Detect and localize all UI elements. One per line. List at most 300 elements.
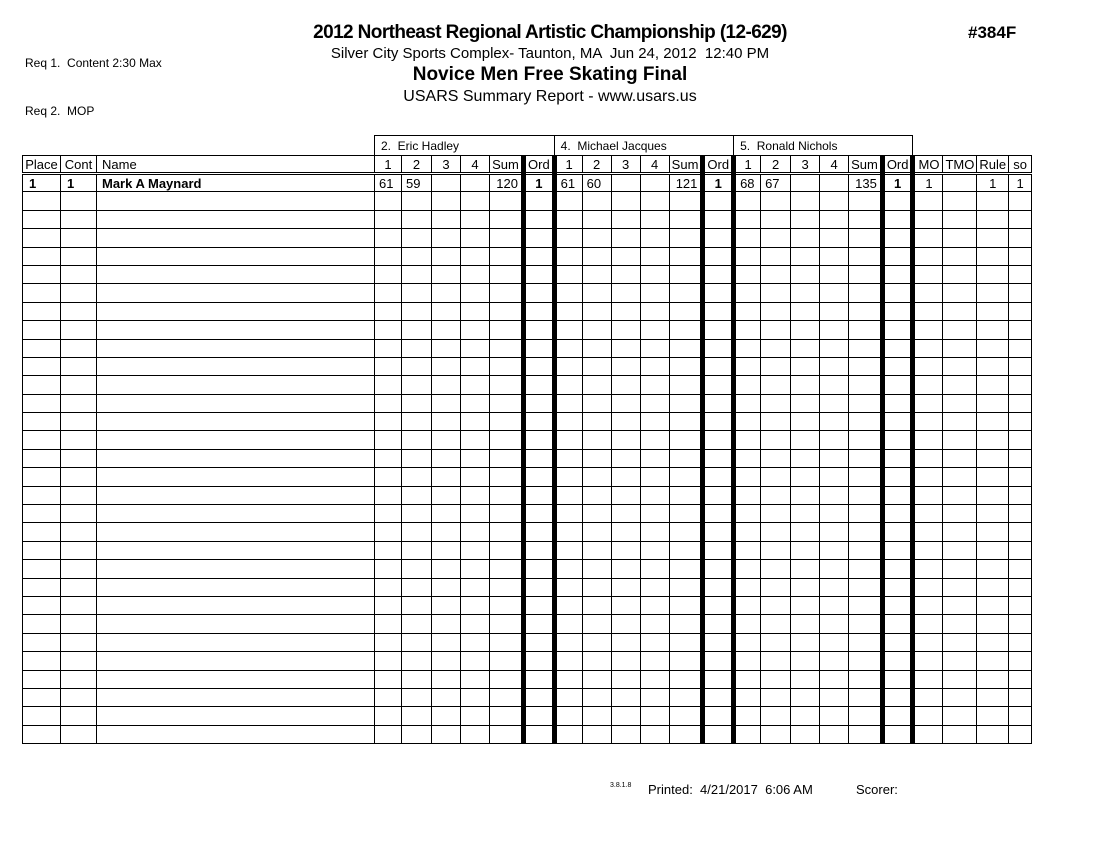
- mark3-judge1-cell: [432, 578, 461, 596]
- so-cell: [1009, 468, 1032, 486]
- sum-judge2-cell: [669, 265, 703, 283]
- so-cell: [1009, 523, 1032, 541]
- mark1-judge1-cell: [375, 284, 402, 302]
- mark4-judge1-cell: [461, 468, 490, 486]
- mark1-judge1-cell: [375, 302, 402, 320]
- name-cell: [97, 578, 375, 596]
- mark2-judge3-cell: [761, 413, 791, 431]
- mark2-judge1-cell: [402, 688, 432, 706]
- sum-judge2-cell: [669, 284, 703, 302]
- mark3-judge1-cell: [432, 339, 461, 357]
- mark1-judge2-cell: [554, 192, 582, 210]
- mark4-judge2-cell: [640, 688, 669, 706]
- mark1-judge1-cell: [375, 486, 402, 504]
- mark3-judge2-cell: [611, 174, 640, 192]
- mark2-judge3-cell: [761, 394, 791, 412]
- mark2-judge2-cell: [582, 413, 611, 431]
- mark2-judge2-cell: [582, 229, 611, 247]
- sum-judge3-cell: [849, 431, 883, 449]
- name-cell: Mark A Maynard: [97, 174, 375, 192]
- mark1-judge1-cell: [375, 725, 402, 743]
- mark3-judge3-cell: [791, 284, 820, 302]
- mark3-judge2-cell: [611, 541, 640, 559]
- mark3-judge1-cell: [432, 413, 461, 431]
- ord-judge1-cell: [524, 229, 555, 247]
- mark2-judge2-cell: [582, 339, 611, 357]
- tmo-cell: [943, 174, 977, 192]
- mark1-judge3-cell: [734, 431, 761, 449]
- ord-judge3-cell: [882, 486, 913, 504]
- mark3-judge2-cell: [611, 265, 640, 283]
- mark4-judge3-cell: [820, 670, 849, 688]
- mark4-judge2-cell: [640, 596, 669, 614]
- cont-cell: [61, 376, 97, 394]
- mark1-judge3-cell: 68: [734, 174, 761, 192]
- mo-cell: [913, 652, 943, 670]
- sum-judge2-cell: [669, 210, 703, 228]
- mark2-judge1-cell: [402, 652, 432, 670]
- mo-cell: [913, 560, 943, 578]
- mark2-judge2-cell: [582, 192, 611, 210]
- mark4-judge1-cell: [461, 578, 490, 596]
- mark4-judge3-cell: [820, 541, 849, 559]
- name-cell: [97, 505, 375, 523]
- mark3-judge1-cell: [432, 302, 461, 320]
- ord-judge1-cell: [524, 210, 555, 228]
- ord-judge3-cell: [882, 394, 913, 412]
- mo-cell: [913, 339, 943, 357]
- so-cell: [1009, 707, 1032, 725]
- mo-cell: 1: [913, 174, 943, 192]
- mark1-judge2-cell: [554, 523, 582, 541]
- mark3-judge2-cell: [611, 468, 640, 486]
- sum-judge2-cell: [669, 486, 703, 504]
- mark1-judge1-cell: [375, 339, 402, 357]
- empty-row: [23, 468, 1032, 486]
- judge-name-2: 4. Michael Jacques: [554, 136, 733, 156]
- mark2-judge1-cell: [402, 431, 432, 449]
- sum-judge1-cell: [490, 505, 524, 523]
- mark2-judge3-cell: [761, 192, 791, 210]
- mark3-judge3-cell: [791, 302, 820, 320]
- mark3-judge3-cell: [791, 688, 820, 706]
- so-cell: [1009, 413, 1032, 431]
- ord-judge2-cell: [703, 192, 734, 210]
- name-cell: [97, 725, 375, 743]
- tmo-cell: [943, 431, 977, 449]
- mark3-judge1-cell: [432, 652, 461, 670]
- mark4-judge3-cell: [820, 229, 849, 247]
- so-cell: [1009, 339, 1032, 357]
- tmo-cell: [943, 265, 977, 283]
- mark1-judge1-cell: [375, 633, 402, 651]
- mo-cell: [913, 707, 943, 725]
- mark2-judge2-cell: [582, 652, 611, 670]
- mark1-judge3-cell: [734, 633, 761, 651]
- mark4-judge2-cell: [640, 560, 669, 578]
- tmo-cell: [943, 302, 977, 320]
- ord-judge1-cell: 1: [524, 174, 555, 192]
- mo-cell: [913, 265, 943, 283]
- name-cell: [97, 431, 375, 449]
- name-cell: [97, 670, 375, 688]
- mark3-judge1-cell: [432, 376, 461, 394]
- mark3-judge1-cell: [432, 707, 461, 725]
- mark4-judge3-cell: [820, 449, 849, 467]
- mark1-judge3-cell: [734, 596, 761, 614]
- mark1-judge3-cell: [734, 468, 761, 486]
- mark3-judge3-cell: [791, 652, 820, 670]
- ord-judge2-cell: [703, 247, 734, 265]
- ord-judge3-cell: [882, 210, 913, 228]
- tmo-cell: [943, 707, 977, 725]
- mark2-judge3-cell: [761, 376, 791, 394]
- summary-table: [22, 135, 1032, 744]
- ord-judge3-cell: [882, 615, 913, 633]
- place-cell: [23, 505, 61, 523]
- mark2-judge2-cell: [582, 670, 611, 688]
- ord-judge2-cell: [703, 505, 734, 523]
- mark2-judge1-cell: [402, 394, 432, 412]
- so-cell: [1009, 210, 1032, 228]
- mark3-judge2-cell: [611, 578, 640, 596]
- mark3-judge2-cell: [611, 376, 640, 394]
- tmo-cell: [943, 284, 977, 302]
- mark1-judge3-cell: [734, 486, 761, 504]
- empty-row: [23, 523, 1032, 541]
- mark4-judge2-cell: [640, 174, 669, 192]
- sum-judge2-cell: [669, 688, 703, 706]
- software-version: 3.8.1.8: [610, 782, 632, 789]
- sum-judge2-cell: [669, 725, 703, 743]
- name-cell: [97, 284, 375, 302]
- sum-judge3-cell: [849, 707, 883, 725]
- place-cell: [23, 725, 61, 743]
- mark2-judge2-cell: [582, 210, 611, 228]
- rule-cell: [977, 431, 1009, 449]
- mark2-judge3-cell: [761, 321, 791, 339]
- empty-row: [23, 210, 1032, 228]
- mark4-judge1-cell: [461, 284, 490, 302]
- cont-cell: [61, 541, 97, 559]
- mark1-judge1-cell: [375, 505, 402, 523]
- col-header-place: Place: [23, 156, 61, 174]
- place-cell: [23, 486, 61, 504]
- place-cell: [23, 431, 61, 449]
- mark3-judge3-cell: [791, 192, 820, 210]
- so-cell: [1009, 541, 1032, 559]
- mark3-judge2-cell: [611, 486, 640, 504]
- ord-judge1-cell: [524, 596, 555, 614]
- place-cell: [23, 652, 61, 670]
- mark3-judge2-cell: [611, 505, 640, 523]
- sum-judge1-cell: [490, 413, 524, 431]
- name-cell: [97, 229, 375, 247]
- mo-cell: [913, 615, 943, 633]
- mark2-judge3-cell: [761, 431, 791, 449]
- mark2-judge3-cell: [761, 596, 791, 614]
- mark4-judge2-cell: [640, 394, 669, 412]
- mark4-judge3-cell: [820, 247, 849, 265]
- ord-judge2-cell: [703, 560, 734, 578]
- col-header-so: so: [1009, 156, 1032, 174]
- scorer-label: Scorer:: [856, 782, 898, 797]
- place-cell: [23, 670, 61, 688]
- sum-judge1-cell: [490, 725, 524, 743]
- mark1-judge2-cell: [554, 688, 582, 706]
- mo-cell: [913, 431, 943, 449]
- mark3-judge3-cell: [791, 394, 820, 412]
- sum-judge1-cell: [490, 247, 524, 265]
- tmo-cell: [943, 192, 977, 210]
- mark1-judge2-cell: [554, 505, 582, 523]
- mark1-judge1-cell: [375, 192, 402, 210]
- ord-judge1-cell: [524, 284, 555, 302]
- sum-judge3-cell: [849, 413, 883, 431]
- mark3-judge3-cell: [791, 633, 820, 651]
- so-cell: [1009, 357, 1032, 375]
- rule-cell: [977, 321, 1009, 339]
- cont-cell: [61, 192, 97, 210]
- cont-cell: [61, 229, 97, 247]
- sum-judge2-cell: [669, 394, 703, 412]
- sum-judge2-cell: [669, 413, 703, 431]
- mark1-judge1-cell: [375, 357, 402, 375]
- ord-judge3-cell: [882, 247, 913, 265]
- mark2-judge2-cell: [582, 578, 611, 596]
- mark2-judge1-cell: [402, 265, 432, 283]
- mark1-judge2-cell: 61: [554, 174, 582, 192]
- venue-datetime: Silver City Sports Complex- Taunton, MA Jun 24, 2012 12:40 PM: [330, 45, 770, 62]
- judge-row-right-spacer: [913, 136, 1032, 156]
- cont-cell: [61, 560, 97, 578]
- mark2-judge2-cell: [582, 449, 611, 467]
- mark3-judge3-cell: [791, 431, 820, 449]
- mark1-judge3-cell: [734, 413, 761, 431]
- col-header-tmo: TMO: [943, 156, 977, 174]
- mark4-judge3-cell: [820, 505, 849, 523]
- place-cell: [23, 229, 61, 247]
- sum-judge2-cell: [669, 357, 703, 375]
- cont-cell: 1: [61, 174, 97, 192]
- mark2-judge3-cell: [761, 486, 791, 504]
- mark1-judge1-cell: [375, 670, 402, 688]
- mark2-judge3-cell: [761, 652, 791, 670]
- mark3-judge1-cell: [432, 615, 461, 633]
- mark1-judge3-cell: [734, 339, 761, 357]
- mark2-judge2-cell: [582, 633, 611, 651]
- ord-judge3-cell: [882, 670, 913, 688]
- mark1-judge2-cell: [554, 670, 582, 688]
- rule-cell: [977, 394, 1009, 412]
- ord-judge1-cell: [524, 394, 555, 412]
- mark4-judge1-cell: [461, 376, 490, 394]
- so-cell: [1009, 394, 1032, 412]
- col-header-rule: Rule: [977, 156, 1009, 174]
- sum-judge3-cell: [849, 247, 883, 265]
- report-title: USARS Summary Report - www.usars.us: [403, 88, 697, 105]
- ord-judge1-cell: [524, 265, 555, 283]
- mark2-judge3-cell: [761, 578, 791, 596]
- ord-judge3-cell: [882, 357, 913, 375]
- sum-judge2-cell: [669, 596, 703, 614]
- mo-cell: [913, 541, 943, 559]
- ord-judge2-cell: [703, 670, 734, 688]
- mark2-judge3-cell: [761, 210, 791, 228]
- mark4-judge1-cell: [461, 302, 490, 320]
- cont-cell: [61, 413, 97, 431]
- name-cell: [97, 413, 375, 431]
- place-cell: [23, 247, 61, 265]
- mark2-judge1-cell: [402, 229, 432, 247]
- sum-judge3-cell: [849, 357, 883, 375]
- mo-cell: [913, 505, 943, 523]
- empty-row: [23, 615, 1032, 633]
- mark1-judge1-cell: [375, 541, 402, 559]
- name-cell: [97, 247, 375, 265]
- mark3-judge3-cell: [791, 357, 820, 375]
- event-title: Novice Men Free Skating Final: [412, 64, 688, 85]
- ord-judge2-cell: [703, 229, 734, 247]
- mark4-judge1-cell: [461, 541, 490, 559]
- sum-judge2-cell: [669, 229, 703, 247]
- mark1-judge2-cell: [554, 449, 582, 467]
- mark3-judge2-cell: [611, 229, 640, 247]
- sum-judge1-cell: [490, 284, 524, 302]
- mark2-judge3-cell: [761, 615, 791, 633]
- mo-cell: [913, 725, 943, 743]
- mark1-judge2-cell: [554, 265, 582, 283]
- ord-judge3-cell: [882, 578, 913, 596]
- mark4-judge1-cell: [461, 210, 490, 228]
- cont-cell: [61, 670, 97, 688]
- sum-judge2-cell: 121: [669, 174, 703, 192]
- ord-judge1-cell: [524, 707, 555, 725]
- mark2-judge2-cell: [582, 560, 611, 578]
- cont-cell: [61, 210, 97, 228]
- mark1-judge2-cell: [554, 468, 582, 486]
- sum-judge3-cell: [849, 321, 883, 339]
- rule-cell: [977, 725, 1009, 743]
- place-cell: [23, 265, 61, 283]
- col-header-2-judge2: 2: [582, 156, 611, 174]
- col-header-sum-judge1: Sum: [490, 156, 524, 174]
- mark2-judge2-cell: [582, 265, 611, 283]
- mark4-judge3-cell: [820, 265, 849, 283]
- mark1-judge1-cell: [375, 265, 402, 283]
- col-header-4-judge1: 4: [461, 156, 490, 174]
- mark3-judge3-cell: [791, 596, 820, 614]
- tmo-cell: [943, 449, 977, 467]
- name-cell: [97, 339, 375, 357]
- empty-row: [23, 449, 1032, 467]
- mark4-judge1-cell: [461, 688, 490, 706]
- mark1-judge1-cell: [375, 596, 402, 614]
- ord-judge1-cell: [524, 688, 555, 706]
- mark3-judge2-cell: [611, 725, 640, 743]
- ord-judge2-cell: [703, 523, 734, 541]
- mark1-judge1-cell: [375, 376, 402, 394]
- name-cell: [97, 376, 375, 394]
- mark1-judge3-cell: [734, 302, 761, 320]
- name-cell: [97, 449, 375, 467]
- ord-judge3-cell: [882, 376, 913, 394]
- name-cell: [97, 468, 375, 486]
- mark4-judge3-cell: [820, 210, 849, 228]
- mark1-judge2-cell: [554, 284, 582, 302]
- mo-cell: [913, 394, 943, 412]
- mark3-judge3-cell: [791, 413, 820, 431]
- so-cell: [1009, 302, 1032, 320]
- sum-judge1-cell: [490, 339, 524, 357]
- sum-judge2-cell: [669, 633, 703, 651]
- mark2-judge1-cell: [402, 321, 432, 339]
- mark4-judge3-cell: [820, 560, 849, 578]
- empty-row: [23, 652, 1032, 670]
- cont-cell: [61, 449, 97, 467]
- sum-judge2-cell: [669, 707, 703, 725]
- mark2-judge1-cell: [402, 339, 432, 357]
- mark4-judge2-cell: [640, 210, 669, 228]
- ord-judge1-cell: [524, 633, 555, 651]
- sum-judge1-cell: [490, 431, 524, 449]
- mark2-judge1-cell: [402, 505, 432, 523]
- mark4-judge2-cell: [640, 486, 669, 504]
- mark2-judge2-cell: [582, 302, 611, 320]
- mark3-judge3-cell: [791, 449, 820, 467]
- mark1-judge3-cell: [734, 707, 761, 725]
- ord-judge3-cell: [882, 284, 913, 302]
- tmo-cell: [943, 468, 977, 486]
- name-cell: [97, 210, 375, 228]
- mark3-judge1-cell: [432, 505, 461, 523]
- sum-judge1-cell: [490, 265, 524, 283]
- mo-cell: [913, 247, 943, 265]
- mark2-judge1-cell: [402, 192, 432, 210]
- ord-judge1-cell: [524, 541, 555, 559]
- rule-cell: [977, 192, 1009, 210]
- mark2-judge2-cell: [582, 707, 611, 725]
- sum-judge1-cell: [490, 541, 524, 559]
- judge-name-3: 5. Ronald Nichols: [734, 136, 913, 156]
- so-cell: [1009, 284, 1032, 302]
- empty-row: [23, 357, 1032, 375]
- mark2-judge1-cell: [402, 615, 432, 633]
- ord-judge1-cell: [524, 449, 555, 467]
- so-cell: [1009, 505, 1032, 523]
- mark3-judge3-cell: [791, 376, 820, 394]
- tmo-cell: [943, 725, 977, 743]
- tmo-cell: [943, 541, 977, 559]
- ord-judge2-cell: [703, 413, 734, 431]
- mark2-judge1-cell: [402, 302, 432, 320]
- mark1-judge3-cell: [734, 376, 761, 394]
- cont-cell: [61, 247, 97, 265]
- empty-row: [23, 394, 1032, 412]
- ord-judge3-cell: [882, 265, 913, 283]
- mark4-judge2-cell: [640, 541, 669, 559]
- cont-cell: [61, 394, 97, 412]
- mark3-judge2-cell: [611, 523, 640, 541]
- empty-row: [23, 284, 1032, 302]
- mark2-judge2-cell: [582, 523, 611, 541]
- mark4-judge3-cell: [820, 688, 849, 706]
- mark1-judge1-cell: [375, 523, 402, 541]
- mark4-judge1-cell: [461, 505, 490, 523]
- mark1-judge3-cell: [734, 652, 761, 670]
- mark4-judge3-cell: [820, 615, 849, 633]
- name-cell: [97, 321, 375, 339]
